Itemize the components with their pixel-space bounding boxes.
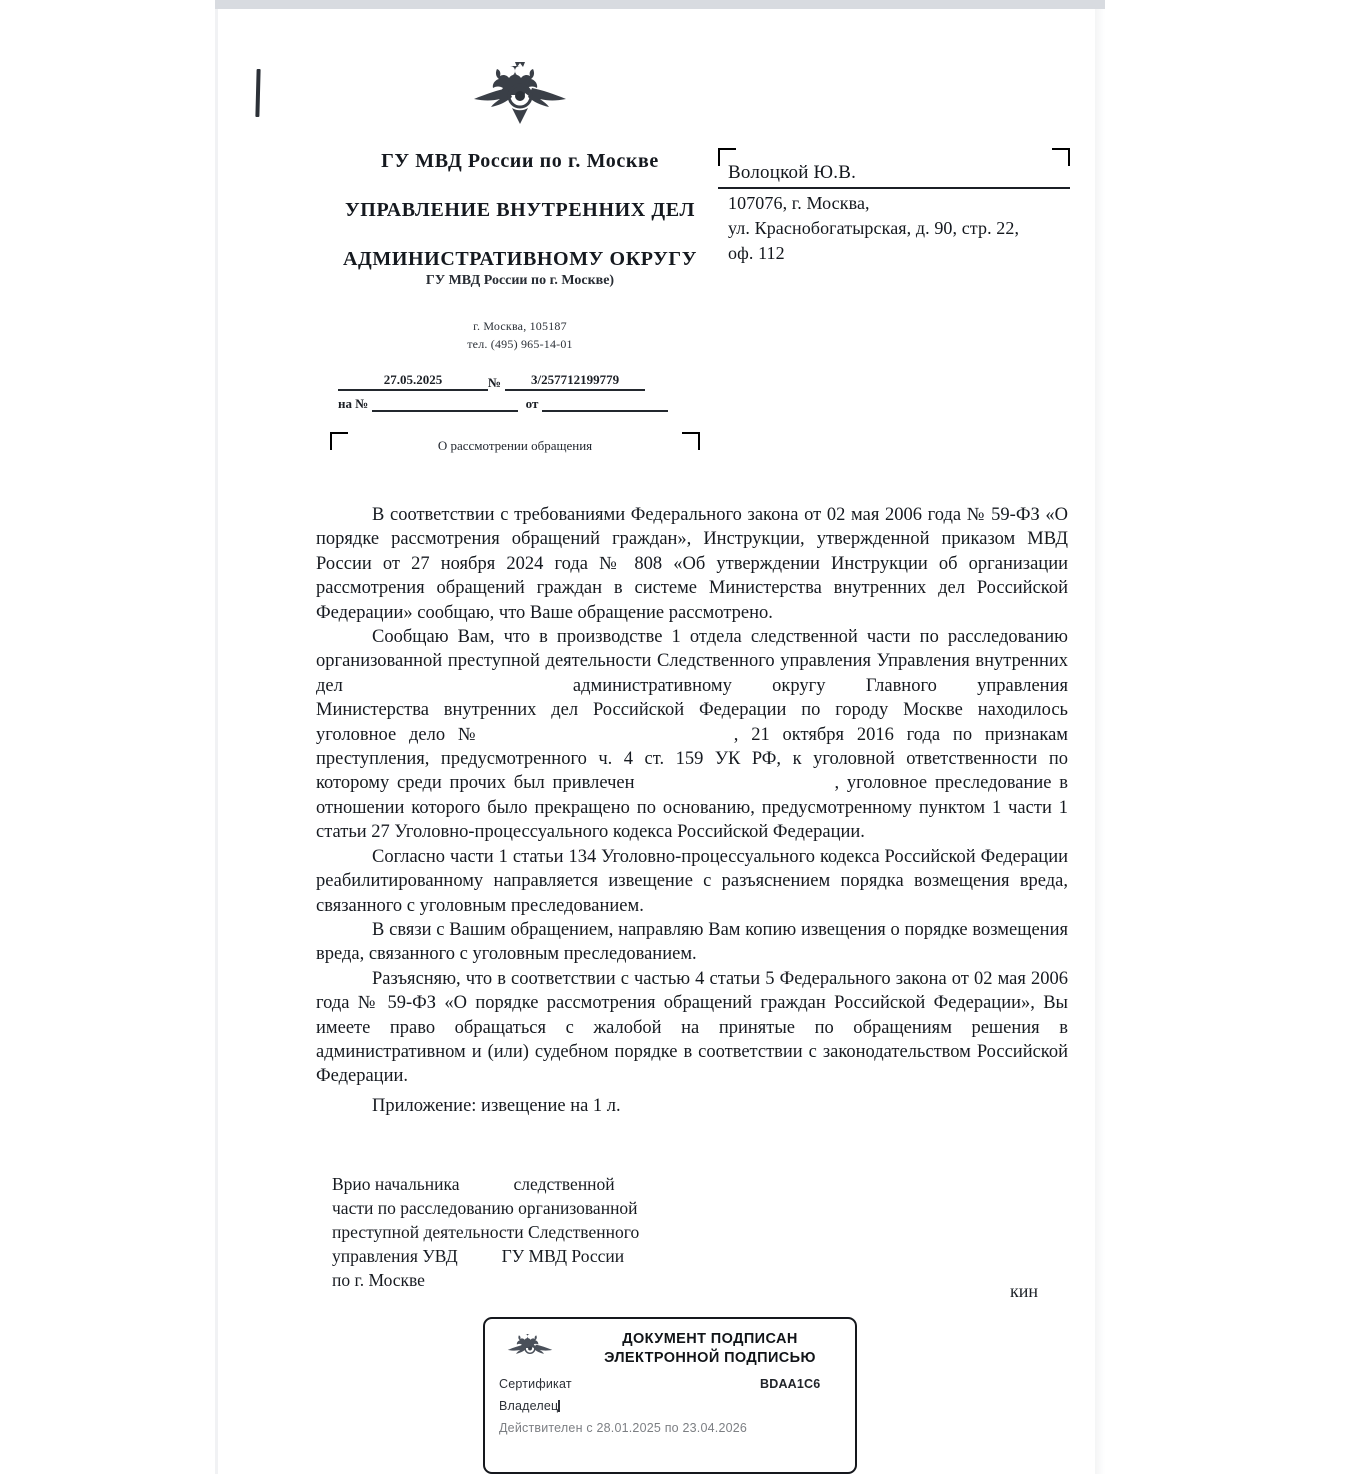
signature-line-3: преступной деятельности Следственного <box>332 1222 640 1242</box>
addressee-bracket-left-icon <box>718 148 736 166</box>
letterhead-org-line-4: ГУ МВД России по г. Москве) <box>425 273 615 288</box>
redacted-span-esign-owner <box>558 1400 564 1412</box>
reference-on-number-value <box>372 409 517 412</box>
esign-certificate-label: Сертификат <box>499 1377 572 1391</box>
subject-text: О рассмотрении обращения <box>437 438 593 453</box>
signature-line-1 <box>332 1172 694 1196</box>
letterhead <box>330 62 710 352</box>
letterhead-phone: тел. (495) 965-14-01 <box>467 337 573 351</box>
esign-owner-label: Владелец <box>499 1399 559 1413</box>
body-paragraph-4: В связи с Вашим обращением, направляю Вам копию извещения о порядке возмещения вреда, связанного с уголовным преследованием. <box>316 919 1068 965</box>
addressee-address-line-1: 107076, г. Москва, <box>728 193 870 213</box>
reference-block <box>338 372 668 412</box>
addressee-block <box>718 148 1070 264</box>
body-paragraph-5: Разъясняю, что в соответствии с частью 4 статьи 5 Федерального закона от 02 мая 2006 года № 59-ФЗ «О порядке рассмотрения обращений граждан Российской Федерации», Вы имеете право обращаться с жалобой на принятые по обращениям решения в административном и (или) судебном порядке в соответствии с законодательством Российской Федерации. <box>316 968 1068 1087</box>
signature-line-1-part-a: Врио начальника <box>332 1174 460 1194</box>
letter-body <box>316 503 1068 1089</box>
addressee-address-line-2: ул. Краснобогатырская, д. 90, стр. 22, <box>728 218 1020 238</box>
reference-row-outgoing <box>338 372 668 391</box>
letterhead-org-line-1: ГУ МВД России по г. Москве <box>381 150 659 172</box>
subject-block <box>330 432 700 454</box>
body-paragraph-2-part-a: Сообщаю Вам, что в производстве 1 отдела следственной части по расследованию организованной преступной деятельности Следственного управления Управления внутренних дел <box>316 627 1068 696</box>
esign-title <box>573 1330 847 1368</box>
reference-row-incoming <box>338 396 668 412</box>
body-paragraph-2-part-d: , уголовное преследование в отношении которого было прекращено по основанию, предусмотренному пунктом 1 части 1 статьи 27 Уголовно-процессуального кодекса Российской Федерации. <box>316 773 1068 843</box>
signature-line-4-part-a: управления УВД <box>332 1246 458 1266</box>
scan-left-edge <box>215 9 218 1474</box>
body-paragraph-1-text: В соответствии с требованиями Федерального закона от 02 мая 2006 года № 59-ФЗ «О порядке рассмотрения обращений граждан», Инструкции, утвержденной приказом МВД России от 27 ноября 2024 года № 808 «Об утверждении Инструкции об организации рассмотрения обращений граждан в системе Министерства внутренних дел Российской Федерации» сообщаю, что Ваше обращение рассмотрено. <box>316 505 1068 623</box>
body-paragraph-2 <box>316 625 1068 845</box>
subject-bracket-right-icon <box>682 432 700 450</box>
scan-top-band <box>215 0 1105 9</box>
esign-validity: Действителен с 28.01.2025 по 23.04.2026 <box>499 1421 748 1435</box>
electronic-signature-stamp <box>483 1317 857 1474</box>
signature-line-2: части по расследованию организованной <box>332 1198 638 1218</box>
reference-from-value <box>542 409 668 412</box>
reference-number-symbol: № <box>488 375 502 390</box>
letterhead-city-index: г. Москва, 105187 <box>473 319 567 333</box>
letterhead-org-line-2: УПРАВЛЕНИЕ ВНУТРЕННИХ ДЕЛ <box>345 199 695 221</box>
signature-line-5: по г. Москве <box>332 1270 425 1290</box>
body-paragraph-2-part-c: , 21 октября 2016 года по признакам преступления, предусмотренного ч. 4 ст. 159 УК РФ, к уголовной ответственности по которому среди прочих был привлечен <box>316 724 1068 794</box>
addressee-name: Волоцкой Ю.В. <box>718 148 1070 189</box>
esign-title-line-2: ЭЛЕКТРОННОЙ ПОДПИСЬЮ <box>604 1350 816 1366</box>
mvd-eagle-emblem-icon <box>501 1331 559 1365</box>
reference-from-label: от <box>525 396 539 411</box>
signature-block <box>332 1172 694 1292</box>
body-paragraph-1 <box>316 503 1068 625</box>
annex-line: Приложение: извещение на 1 л. <box>372 1096 621 1116</box>
signatory-surname-fragment: кин <box>1010 1281 1039 1301</box>
mvd-eagle-emblem-icon <box>460 62 580 132</box>
addressee-bracket-right-icon <box>1052 148 1070 166</box>
body-paragraph-2-part-b: административному округу Главного управления Министерства внутренних дел Российской Федерации по городу Москве находилось уголовное дело № <box>316 675 1068 745</box>
reference-number: 3/257712199779 <box>505 372 645 391</box>
reference-date: 27.05.2025 <box>338 372 488 391</box>
esign-title-line-1: ДОКУМЕНТ ПОДПИСАН <box>622 1331 798 1347</box>
reference-on-number-label: на № <box>338 396 369 411</box>
subject-bracket-left-icon <box>330 432 348 450</box>
esign-certificate-value: BDAA1C6 <box>760 1377 821 1391</box>
addressee-address-line-3: оф. 112 <box>728 243 785 263</box>
signature-line-4 <box>332 1244 694 1268</box>
letterhead-org-line-3: АДМИНИСТРАТИВНОМУ ОКРУГУ <box>342 248 698 270</box>
signature-line-4-part-b: ГУ МВД России <box>501 1246 625 1266</box>
scan-right-edge <box>1095 9 1105 1474</box>
esign-owner-row <box>499 1399 564 1413</box>
signature-line-1-part-b: следственной <box>513 1174 615 1194</box>
body-paragraph-3: Согласно части 1 статьи 134 Уголовно-процессуального кодекса Российской Федерации реабилитированному направляется извещение с разъяснением порядка возмещения вреда, связанного с уголовным преследованием. <box>316 846 1068 916</box>
